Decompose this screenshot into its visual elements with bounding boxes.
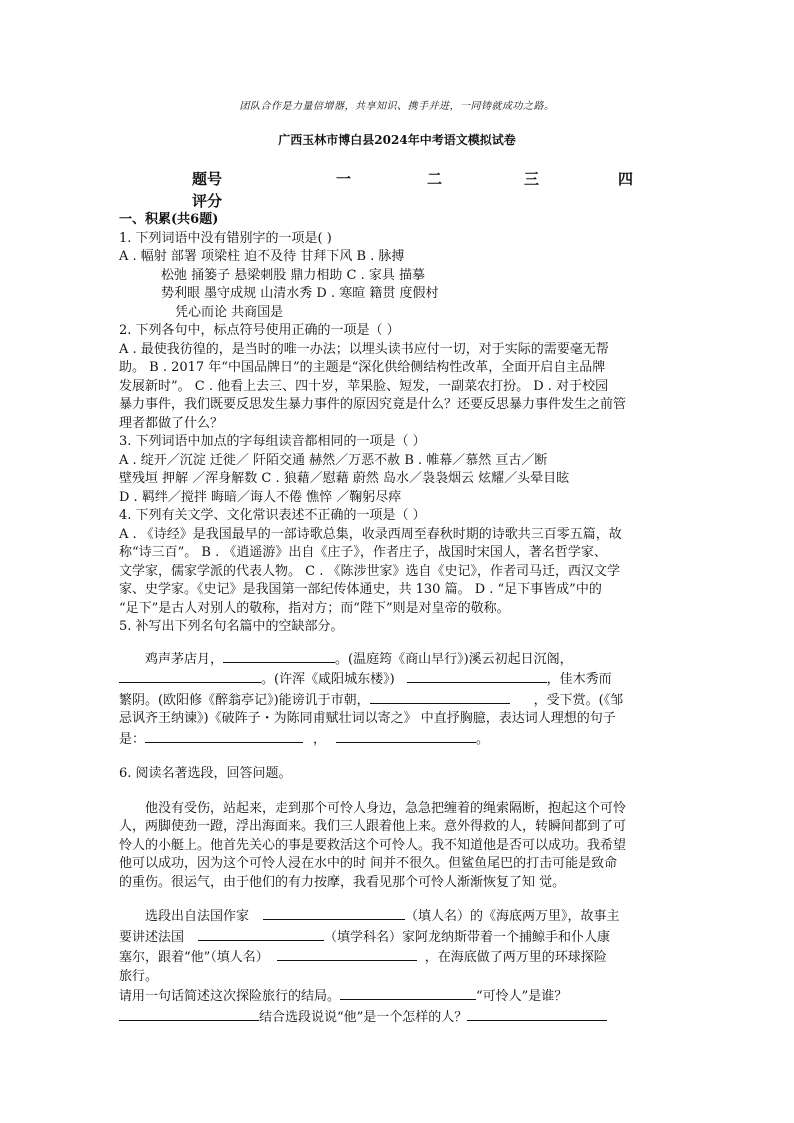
- q6-text: 旅行。: [119, 968, 159, 984]
- question-4-text-line: 家、史学家。《史记》是我国第一部纪传体通史，共 130 篇。 D . “足下事皆成”中的: [119, 582, 602, 597]
- question-3-stem: 3. 下列词语中加点的字每组读音都相同的一项是（ ）: [119, 434, 426, 449]
- q5-text: 繁阴。(欧阳修《醉翁亭记》)能谤讥于市朝，: [119, 692, 370, 708]
- q6-blank-name[interactable]: [277, 947, 417, 961]
- question-2-text-line: 暴力事件，我们既要反思发生暴力事件的原因究竟是什么？还要反思暴力事件发生之前管: [119, 397, 627, 412]
- q5-text: ，: [313, 731, 327, 747]
- question-1-options-line: 松弛 捅篓子 悬梁刺股 鼎力相助 C . 家具 描摹: [161, 267, 426, 283]
- q6-text: 请用一句话简述这次探险旅行的结局。: [119, 989, 341, 1004]
- question-3-text-line: A . 绽开／沉淀 迁徙／ 阡陌交通 赫然／万恶不赦 B . 帷幕／慕然 亘古／断: [119, 452, 548, 468]
- section-heading: 一、积累(共6题): [119, 212, 219, 227]
- question-2-text-line: A . 最使我彷徨的，是当时的唯一办法；以埋头读书应付一切，对于实际的需要毫无帮: [119, 341, 609, 357]
- question-2-stem: 2. 下列各句中，标点符号使用正确的一项是（ ）: [119, 323, 400, 338]
- q6-passage-line: 他没有受伤，站起来，走到那个可怜人身边，急急把缠着的绳索隔断，抱起这个可怜: [145, 800, 627, 816]
- question-1-options-line: 势利眼 墨守成规 山清水秀 D . 寒暄 籍贯 度假村: [161, 286, 439, 301]
- question-2-text-line: 理者都做了什么？: [119, 415, 224, 431]
- q5-text: ，佳木秀而: [546, 672, 612, 687]
- score-row-label: 评分: [192, 192, 223, 210]
- question-4-text-line: 文学家，儒家学派的代表人物。 C . 《陈涉世家》选自《史记》，作者司马迁，西汉文学: [119, 563, 620, 579]
- q5-text: ，受下赏。(《邹: [533, 692, 624, 708]
- exam-title: 广西玉林市博白县2024年中考语文模拟试卷: [278, 133, 516, 147]
- score-column-2: 二: [427, 170, 443, 188]
- question-4-stem: 4. 下列有关文学、文化常识表述不正确的一项是（ ）: [119, 508, 426, 523]
- q5-blank-4[interactable]: [370, 690, 510, 704]
- q6-text: “可怜人”是谁？: [476, 989, 568, 1004]
- q6-passage-line: 人，两脚使劲一蹬，浮出海面来。我们三人跟着他上来。意外得救的人，转瞬间都到了可: [119, 819, 627, 834]
- q5-text: 。: [476, 731, 490, 747]
- q5-text: 。(温庭筠《商山早行》)溪云初起日沉阁，: [335, 651, 573, 667]
- q6-passage-line: 的重伤。很运气，由于他们的有力按摩，我看见那个可怜人渐渐恢复了知 觉。: [119, 874, 566, 890]
- q5-text: 忌讽齐王纳谏》)《破阵子・为陈同甫赋壮词以寄之》 中直抒胸臆，表达词人理想的句子: [119, 711, 616, 726]
- question-4-text-line: 称“诗三百”。 B . 《逍遥游》出自《庄子》，作者庄子，战国时宋国人，著名哲学家、: [119, 545, 607, 560]
- q6-text: 选段出自法国作家: [145, 909, 250, 924]
- q6-blank-character[interactable]: [467, 1007, 607, 1021]
- q6-text: ，在海底做了两万里的环球探险: [424, 950, 607, 965]
- question-5-stem: 5. 补写出下列名句名篇中的空缺部分。: [119, 619, 344, 634]
- q6-text: （填人名）的《海底两万里》，故事主: [405, 909, 620, 924]
- header-motto: 团队合作是力量倍增器，共享知识、携手并进，一同铸就成功之路。: [239, 101, 555, 112]
- score-table-header-label: 题号: [192, 170, 223, 188]
- q6-blank-who[interactable]: [119, 1007, 259, 1021]
- q5-blank-3[interactable]: [407, 669, 547, 683]
- q5-blank-5[interactable]: [145, 729, 303, 743]
- q6-passage-line: 他可以成功，因为这个可怜人浸在水中的时 间并不很久。但鲨鱼尾巴的打击可能是致命: [119, 856, 618, 871]
- q6-text: 要讲述法国: [119, 929, 185, 945]
- q6-passage-line: 怜人的小艇上。他首先关心的事是要救活这个可怜人。我不知道他是否可以成功。我希望: [119, 837, 627, 853]
- q6-blank-ending[interactable]: [340, 986, 476, 1000]
- score-column-4: 四: [618, 170, 634, 188]
- question-4-text-line: “足下”是古人对别人的敬称，指对方；而“陛下”则是对皇帝的敬称。: [119, 600, 510, 616]
- q6-blank-author[interactable]: [263, 906, 405, 920]
- q5-text: 是：: [119, 731, 146, 747]
- question-4-text-line: A . 《诗经》是我国最早的一部诗歌总集，收录西周至春秋时期的诗歌共三百零五篇，故: [119, 526, 622, 542]
- q5-blank-2[interactable]: [119, 669, 261, 683]
- q5-blank-6[interactable]: [336, 729, 476, 743]
- question-3-text-line: D . 羁绊／搅拌 晦暗／诲人不倦 憔悴 ／鞠躬尽瘁: [119, 489, 402, 505]
- q6-blank-subject[interactable]: [198, 927, 324, 941]
- question-2-text-line: 助。 B . 2017 年“中国品牌日”的主题是“深化供给侧结构性改革，全面开启自主品牌: [119, 360, 606, 375]
- score-column-3: 三: [524, 170, 540, 188]
- exam-body: [119, 211, 679, 1027]
- question-1-options-line: 凭心而论 共商国是: [175, 304, 284, 320]
- q5-text: 。(许浑《咸阳城东楼》): [261, 672, 395, 687]
- q5-blank-1[interactable]: [223, 649, 335, 663]
- q6-text: （填学科名）家阿龙纳斯带着一个捕鲸手和仆人康: [324, 929, 611, 945]
- score-column-1: 一: [336, 170, 352, 188]
- question-6-stem: 6. 阅读名著选段，回答问题。: [119, 766, 292, 781]
- question-1-stem: 1. 下列词语中没有错别字的一项是( ): [119, 230, 332, 246]
- q6-text: 塞尔，跟着“他”（填人名）: [119, 950, 269, 965]
- q6-text: 结合选段说说“他”是一个怎样的人？: [259, 1009, 468, 1025]
- q5-text: 鸡声茅店月，: [145, 651, 224, 667]
- question-3-text-line: 壁残垣 押解 ／浑身解数 C . 狼藉／慰藉 蔚然 岛水／袅袅烟云 炫耀／头晕目眩: [119, 471, 570, 486]
- question-1-options-line: A . 幅射 部署 项梁柱 迫不及待 甘拜下风 B . 脉搏: [119, 249, 405, 264]
- question-2-text-line: 发展新时”。 C . 他看上去三、四十岁，苹果脸、短发，一副菜农打扮。 D . 对于校园: [119, 378, 609, 394]
